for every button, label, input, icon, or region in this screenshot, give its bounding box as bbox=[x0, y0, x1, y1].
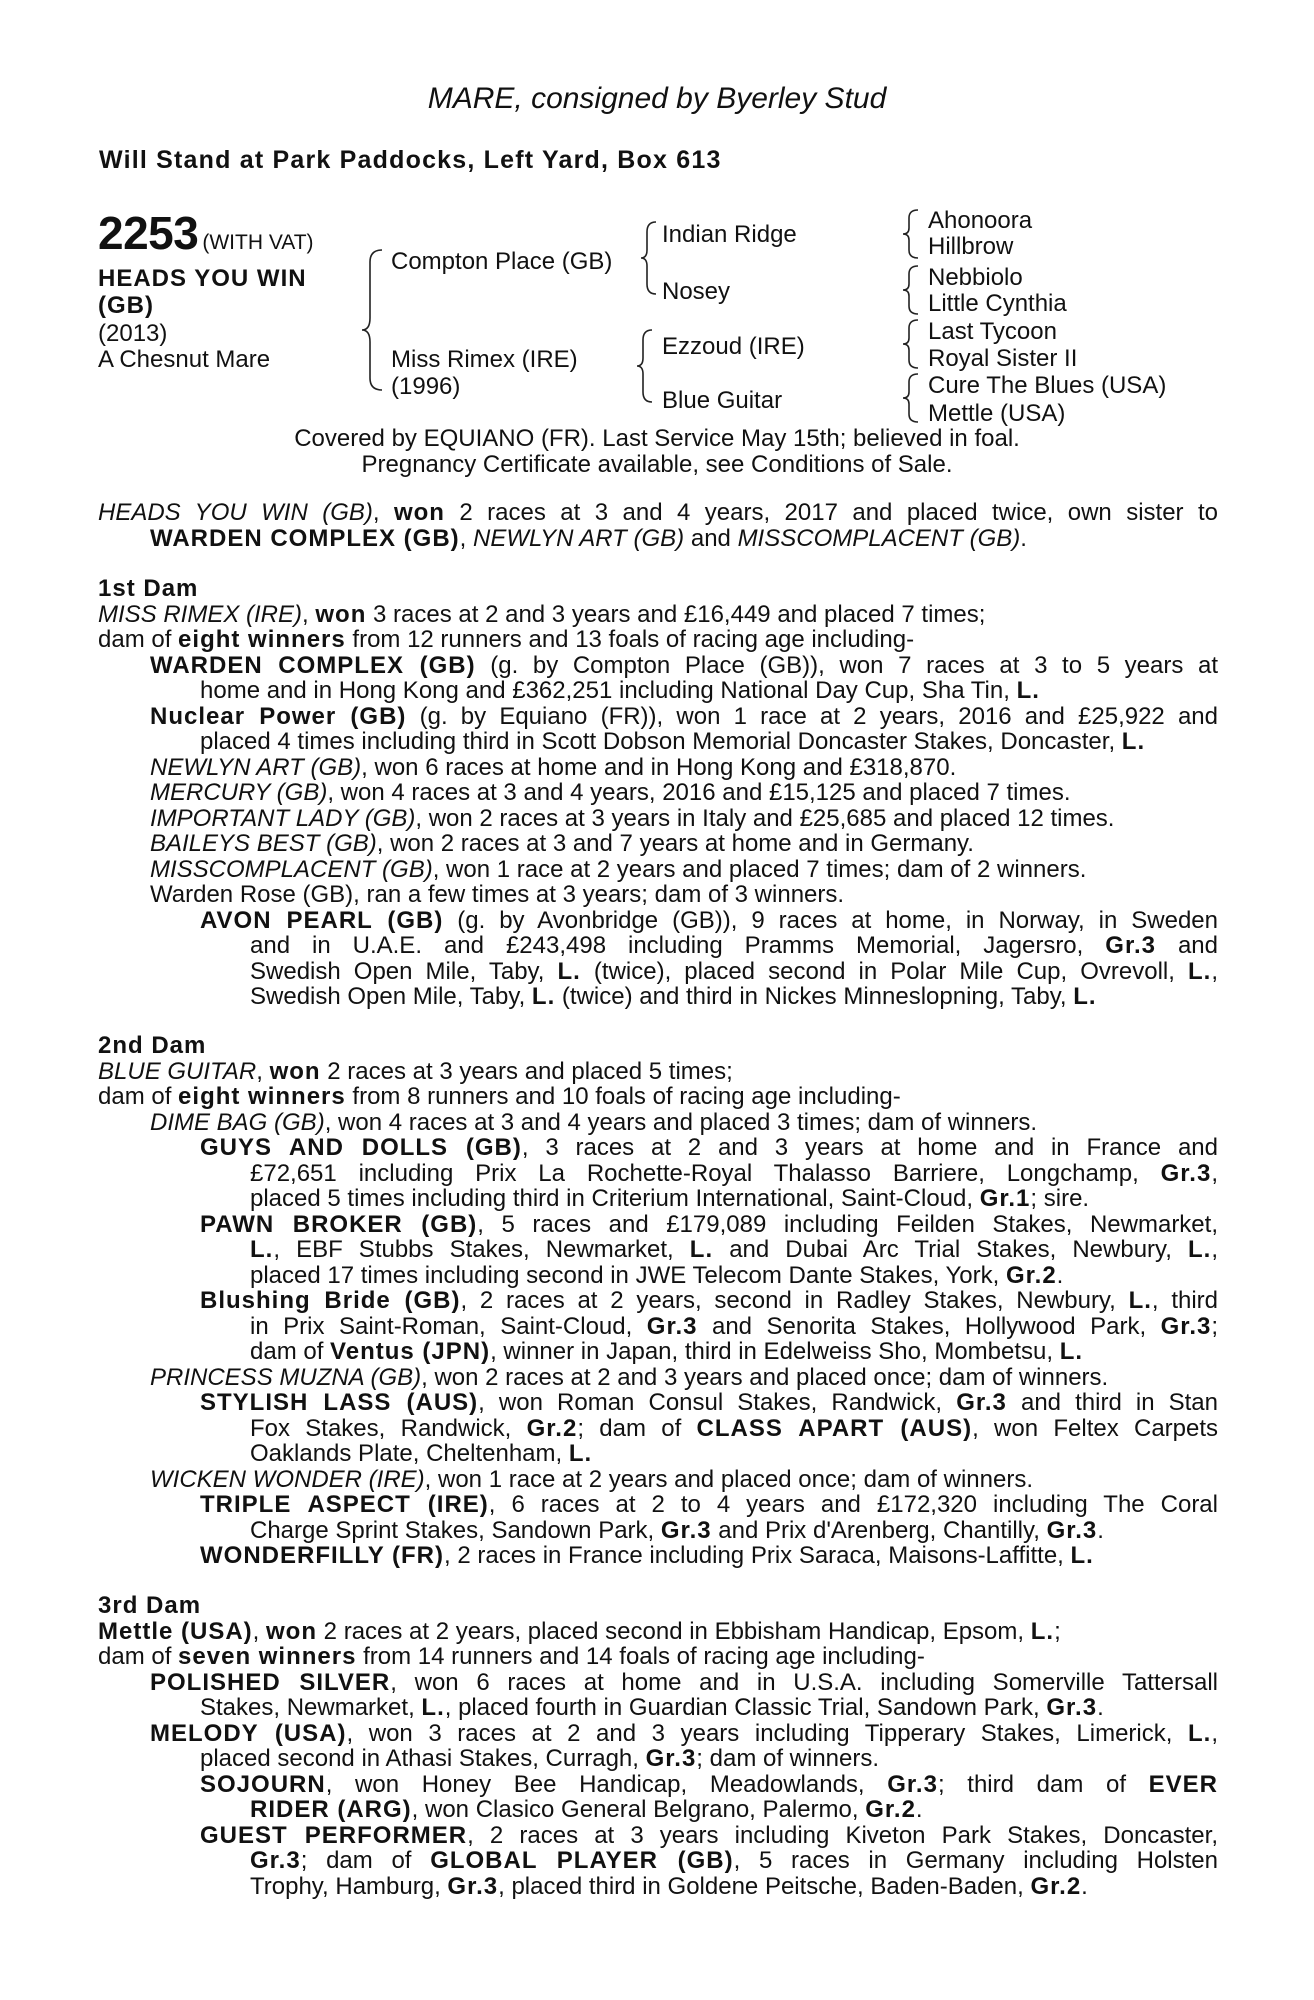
bold-text: Gr.3 bbox=[956, 1390, 1007, 1416]
produce-line bbox=[98, 1492, 1218, 1518]
text-run: , 5 races and £179,089 including Feilden Stakes, Newmarket, bbox=[477, 1211, 1218, 1237]
italic-text: NEWLYN ART (GB) bbox=[150, 753, 362, 781]
bold-text: WONDERFILLY (FR) bbox=[200, 1542, 444, 1569]
bold-text: POLISHED SILVER bbox=[150, 1669, 391, 1695]
text-run: , won 3 races at 2 and 3 years including Tipperary Stakes, Limerick, bbox=[346, 1720, 1189, 1746]
produce-line bbox=[98, 933, 1218, 959]
produce-line bbox=[98, 1518, 1218, 1544]
bold-text: L. bbox=[1070, 1542, 1094, 1569]
text-run: , bbox=[302, 600, 316, 628]
produce-line bbox=[98, 908, 1218, 934]
bold-text: Ventus (JPN) bbox=[330, 1338, 491, 1365]
bold-text: won bbox=[393, 500, 445, 526]
brace-sire bbox=[641, 222, 656, 294]
italic-text: IMPORTANT LADY (GB) bbox=[150, 804, 416, 832]
text-run: dam of bbox=[98, 1083, 179, 1110]
stand-location: Will Stand at Park Paddocks, Left Yard, Box 613 bbox=[99, 146, 722, 174]
text-run: and Senorita Stakes, Hollywood Park, bbox=[697, 1313, 1161, 1339]
text-run: (twice) and third in Nickes Minneslopning, Taby, bbox=[555, 983, 1074, 1010]
bold-text: Gr.3 bbox=[1105, 933, 1156, 959]
produce-line bbox=[98, 882, 1218, 908]
bold-text: Gr.2 bbox=[1005, 1261, 1057, 1289]
text-run: from 14 runners and 14 foals of racing age including- bbox=[356, 1643, 925, 1670]
bold-text: AVON PEARL (GB) bbox=[200, 907, 444, 933]
intro-block bbox=[98, 500, 1218, 551]
ggp-7: Cure The Blues (USA) bbox=[928, 372, 1167, 399]
text-run: Warden Rose (GB), ran a few times at 3 years; dam of 3 winners. bbox=[150, 881, 845, 908]
bold-text: Gr.3 bbox=[1046, 1516, 1098, 1544]
text-run: , won 4 races at 3 and 4 years, 2016 and £15,125 and placed 7 times. bbox=[327, 779, 1071, 806]
text-run: , won 4 races at 3 and 4 years and placed 3 times; dam of winners. bbox=[324, 1108, 1038, 1136]
bold-text: CLASS APART (AUS) bbox=[696, 1415, 973, 1441]
dam-line bbox=[98, 1644, 1218, 1670]
text-run: , won 1 race at 2 years and placed once; dam of winners. bbox=[424, 1465, 1033, 1493]
produce-line bbox=[98, 1695, 1218, 1721]
third-dam-block bbox=[98, 1593, 1218, 1899]
text-run: £72,651 including Prix La Rochette-Royal Thalasso Barriere, Longchamp, bbox=[250, 1160, 1161, 1186]
ggp-3: Nebbiolo bbox=[928, 264, 1023, 291]
brace-dam bbox=[637, 330, 652, 402]
bold-text: L. bbox=[531, 983, 556, 1010]
text-run: , 2 races in France including Prix Saraca, Maisons-Laffitte, bbox=[444, 1542, 1071, 1569]
bold-text: WARDEN COMPLEX (GB) bbox=[150, 652, 476, 678]
produce-line bbox=[98, 1161, 1218, 1187]
text-run: , 5 races in Germany including Holsten bbox=[733, 1848, 1218, 1874]
produce-line bbox=[98, 1186, 1218, 1212]
produce-line bbox=[98, 653, 1218, 679]
text-run: , won Honey Bee Handicap, Meadowlands, bbox=[325, 1771, 888, 1797]
produce-line bbox=[98, 984, 1218, 1010]
italic-text: MISSCOMPLACENT (GB) bbox=[150, 855, 433, 883]
intro-line bbox=[98, 500, 1218, 526]
text-run: 2 races at 2 years, placed second in Ebbisham Handicap, Epsom, bbox=[317, 1617, 1031, 1645]
dam-line bbox=[98, 627, 1218, 653]
bold-text: MELODY (USA) bbox=[150, 1720, 347, 1746]
text-run: placed 5 times including third in Criterium International, Saint-Cloud, bbox=[250, 1185, 980, 1212]
text-run: ; bbox=[1211, 1313, 1218, 1339]
ggp-6: Royal Sister II bbox=[928, 345, 1078, 372]
text-run: dam of bbox=[98, 1643, 179, 1670]
text-run: from 8 runners and 10 foals of racing age including- bbox=[345, 1083, 901, 1110]
produce-line bbox=[98, 780, 1218, 806]
bold-text: Gr.2 bbox=[526, 1415, 578, 1441]
dam-line bbox=[98, 602, 1218, 628]
text-run: , bbox=[256, 1057, 270, 1085]
intro-line bbox=[98, 526, 1218, 552]
bold-text: Gr.3 bbox=[646, 1313, 698, 1339]
text-run: ; dam of bbox=[300, 1848, 431, 1874]
sire-name: Compton Place (GB) bbox=[391, 248, 613, 275]
text-run: ; third dam of bbox=[937, 1771, 1149, 1797]
produce-line bbox=[98, 729, 1218, 755]
bold-text: GUEST PERFORMER bbox=[200, 1822, 468, 1848]
dam-year: (1996) bbox=[391, 373, 461, 400]
produce-line bbox=[98, 831, 1218, 857]
text-run: and bbox=[1155, 933, 1218, 959]
italic-text: MISS RIMEX (IRE) bbox=[98, 600, 303, 628]
bold-text: TRIPLE ASPECT (IRE) bbox=[200, 1492, 489, 1518]
brace-parents bbox=[362, 250, 382, 390]
section-heading: 3rd Dam bbox=[98, 1592, 202, 1619]
dam-dam-name: Blue Guitar bbox=[662, 387, 783, 414]
produce-line bbox=[98, 1848, 1218, 1874]
bold-text: eight winners bbox=[178, 626, 346, 653]
text-run: dam of bbox=[250, 1338, 331, 1365]
pregnancy-line: Pregnancy Certificate available, see Conditions of Sale. bbox=[361, 451, 953, 478]
bold-text: Gr.3 bbox=[887, 1771, 938, 1797]
bold-text: L. bbox=[1016, 677, 1040, 704]
brace-gg3 bbox=[903, 320, 918, 368]
text-run: placed 17 times including second in JWE Telecom Dante Stakes, York, bbox=[250, 1261, 1006, 1289]
foaling-year: (2013) bbox=[98, 320, 168, 347]
page-title: MARE, consigned by Byerley Stud bbox=[427, 82, 887, 115]
ggp-5: Last Tycoon bbox=[928, 318, 1057, 345]
produce-line bbox=[98, 1288, 1218, 1314]
text-run: , won 2 races at 2 and 3 years and placed once; dam of winners. bbox=[421, 1363, 1109, 1391]
bold-text: Gr.3 bbox=[1046, 1694, 1098, 1721]
produce-line bbox=[98, 1823, 1218, 1849]
bold-text: Blushing Bride (GB) bbox=[200, 1288, 461, 1314]
section-heading: 2nd Dam bbox=[98, 1032, 207, 1059]
text-run: (g. by Compton Place (GB)), won 7 races at 3 to 5 years at bbox=[475, 652, 1218, 678]
produce-line bbox=[98, 1314, 1218, 1340]
bold-text: Gr.3 bbox=[250, 1848, 301, 1874]
text-run: 2 races at 3 years and placed 5 times; bbox=[320, 1057, 733, 1085]
horse-description: A Chesnut Mare bbox=[98, 346, 271, 373]
bold-text: L. bbox=[1128, 1288, 1152, 1314]
text-run: , 2 races at 3 years including Kiveton Park Stakes, Doncaster, bbox=[467, 1822, 1218, 1848]
produce-line bbox=[98, 1390, 1218, 1416]
text-run: home and in Hong Kong and £362,251 including National Day Cup, Sha Tin, bbox=[200, 677, 1017, 704]
produce-line bbox=[98, 1874, 1218, 1900]
produce-line bbox=[98, 806, 1218, 832]
sire-sire-name: Indian Ridge bbox=[662, 221, 797, 248]
text-run: . bbox=[1097, 1694, 1104, 1721]
text-run: , bbox=[1211, 958, 1218, 984]
produce-line bbox=[98, 1772, 1218, 1798]
bold-text: RIDER (ARG) bbox=[250, 1796, 412, 1823]
text-run: , placed fourth in Guardian Classic Trial, Sandown Park, bbox=[444, 1694, 1047, 1721]
text-run: , won 6 races at home and in Hong Kong and £318,870. bbox=[361, 753, 957, 781]
bold-text: EVER bbox=[1148, 1771, 1218, 1797]
produce-line bbox=[98, 1416, 1218, 1442]
brace-gg1 bbox=[903, 210, 918, 258]
dam-line bbox=[98, 1619, 1218, 1645]
produce-line bbox=[98, 857, 1218, 883]
italic-text: WICKEN WONDER (IRE) bbox=[150, 1465, 425, 1493]
bold-text: Gr.3 bbox=[1160, 1160, 1212, 1186]
bold-text: L. bbox=[1030, 1617, 1055, 1645]
bold-text: Gr.2 bbox=[865, 1796, 916, 1823]
bold-text: L. bbox=[421, 1694, 445, 1721]
text-run: . bbox=[1020, 524, 1027, 552]
italic-text: MISSCOMPLACENT (GB) bbox=[737, 524, 1021, 552]
bold-text: L. bbox=[250, 1237, 274, 1263]
text-run: , bbox=[1211, 1160, 1218, 1186]
produce-line bbox=[98, 1746, 1218, 1772]
text-run: Charge Sprint Stakes, Sandown Park, bbox=[250, 1516, 661, 1544]
bold-text: Mettle (USA) bbox=[98, 1617, 253, 1645]
bold-text: GLOBAL PLAYER (GB) bbox=[430, 1848, 734, 1874]
text-run: , bbox=[1211, 1237, 1218, 1263]
bold-text: Gr.3 bbox=[660, 1516, 712, 1544]
text-run: , bbox=[459, 524, 474, 552]
text-run: , won 2 races at 3 and 7 years at home and in Germany. bbox=[376, 830, 974, 857]
produce-line bbox=[98, 1263, 1218, 1289]
text-run: Swedish Open Mile, Taby, bbox=[250, 958, 558, 984]
text-run: Trophy, Hamburg, bbox=[250, 1872, 448, 1900]
text-run: in Prix Saint-Roman, Saint-Cloud, bbox=[250, 1313, 647, 1339]
produce-line bbox=[98, 755, 1218, 781]
bold-text: won bbox=[315, 600, 367, 628]
bold-text: Gr.3 bbox=[645, 1745, 697, 1772]
text-run: (twice), placed second in Polar Mile Cup, Ovrevoll, bbox=[580, 958, 1188, 984]
bold-text: Gr.1 bbox=[979, 1185, 1031, 1212]
text-run: , won 6 races at home and in U.S.A. including Somerville Tattersall bbox=[390, 1669, 1218, 1695]
text-run: ; dam of bbox=[577, 1415, 697, 1441]
bold-text: Gr.3 bbox=[1160, 1313, 1212, 1339]
text-run: (g. by Equiano (FR)), won 1 race at 2 years, 2016 and £25,922 and bbox=[406, 703, 1218, 729]
text-run: placed 4 times including third in Scott Dobson Memorial Doncaster Stakes, Doncaster, bbox=[200, 728, 1122, 755]
produce-line bbox=[98, 1212, 1218, 1238]
ggp-1: Ahonoora bbox=[928, 207, 1033, 234]
produce-line bbox=[98, 1135, 1218, 1161]
text-run: , won 2 races at 3 years in Italy and £25,685 and placed 12 times. bbox=[415, 804, 1115, 832]
brace-gg2 bbox=[903, 266, 918, 314]
text-run: 3 races at 2 and 3 years and £16,449 and placed 7 times; bbox=[366, 600, 986, 628]
text-run: , EBF Stubbs Stakes, Newmarket, bbox=[273, 1237, 690, 1263]
italic-text: PRINCESS MUZNA (GB) bbox=[150, 1363, 422, 1391]
bold-text: Nuclear Power (GB) bbox=[150, 703, 407, 729]
produce-line bbox=[98, 1670, 1218, 1696]
text-run: , bbox=[252, 1617, 267, 1645]
horse-name-country: (GB) bbox=[98, 292, 154, 319]
produce-line bbox=[98, 1797, 1218, 1823]
horse-name: HEADS YOU WIN bbox=[98, 265, 307, 292]
italic-text: BAILEYS BEST (GB) bbox=[150, 830, 377, 857]
bold-text: Gr.3 bbox=[447, 1872, 499, 1900]
dam-sire-name: Ezzoud (IRE) bbox=[662, 333, 805, 360]
text-run: and in U.A.E. and £243,498 including Pramms Memorial, Jagersro, bbox=[250, 933, 1106, 959]
text-run: , bbox=[372, 500, 394, 526]
bold-text: L. bbox=[557, 958, 581, 984]
dam-name: Miss Rimex (IRE) bbox=[391, 346, 578, 373]
text-run: , third bbox=[1151, 1288, 1218, 1314]
section-heading: 1st Dam bbox=[98, 575, 199, 602]
bold-text: L. bbox=[1188, 958, 1212, 984]
text-run: ; dam of winners. bbox=[696, 1745, 880, 1772]
text-run: (g. by Avonbridge (GB)), 9 races at home, in Norway, in Sweden bbox=[443, 907, 1218, 933]
italic-text: HEADS YOU WIN (GB) bbox=[98, 500, 373, 526]
text-run: Fox Stakes, Randwick, bbox=[250, 1415, 527, 1441]
bold-text: WARDEN COMPLEX (GB) bbox=[150, 524, 460, 552]
text-run: and third in Stan bbox=[1006, 1390, 1218, 1416]
produce-line bbox=[98, 678, 1218, 704]
produce-line bbox=[98, 1441, 1218, 1467]
text-run: from 12 runners and 13 foals of racing age including- bbox=[345, 626, 915, 653]
bold-text: eight winners bbox=[178, 1083, 346, 1110]
text-run: and bbox=[684, 524, 738, 552]
ggp-4: Little Cynthia bbox=[928, 290, 1067, 317]
text-run: , winner in Japan, third in Edelweiss Sho, Mombetsu, bbox=[490, 1338, 1060, 1365]
text-run: , placed third in Goldene Peitsche, Baden-Baden, bbox=[498, 1872, 1031, 1900]
text-run: , won 1 race at 2 years and placed 7 times; dam of 2 winners. bbox=[432, 855, 1087, 883]
text-run: , 2 races at 2 years, second in Radley Stakes, Newbury, bbox=[460, 1288, 1129, 1314]
text-run: ; bbox=[1054, 1617, 1061, 1645]
text-run: 2 races at 3 and 4 years, 2017 and placed twice, own sister to bbox=[444, 500, 1218, 526]
sire-dam-name: Nosey bbox=[662, 278, 731, 305]
bold-text: GUYS AND DOLLS (GB) bbox=[200, 1135, 522, 1161]
italic-text: NEWLYN ART (GB) bbox=[473, 524, 685, 552]
second-dam-block bbox=[98, 1033, 1218, 1569]
text-run: and Dubai Arc Trial Stakes, Newbury, bbox=[713, 1237, 1188, 1263]
produce-line bbox=[98, 704, 1218, 730]
produce-line bbox=[98, 1237, 1218, 1263]
text-run: . bbox=[1081, 1872, 1088, 1900]
bold-text: won bbox=[269, 1057, 321, 1085]
produce-line bbox=[98, 1110, 1218, 1136]
text-run: , won Clasico General Belgrano, Palermo, bbox=[411, 1796, 866, 1823]
bold-text: SOJOURN bbox=[200, 1771, 326, 1797]
text-run: , won Feltex Carpets bbox=[972, 1415, 1218, 1441]
text-run: dam of bbox=[98, 626, 179, 653]
text-run: Stakes, Newmarket, bbox=[200, 1694, 422, 1721]
bold-text: Gr.2 bbox=[1030, 1872, 1082, 1900]
text-run: . bbox=[1097, 1516, 1104, 1544]
text-run: , bbox=[1211, 1720, 1218, 1746]
text-run: and Prix d'Arenberg, Chantilly, bbox=[711, 1516, 1047, 1544]
ggp-2: Hillbrow bbox=[928, 233, 1014, 260]
text-run: . bbox=[915, 1796, 923, 1823]
bold-text: L. bbox=[1188, 1237, 1212, 1263]
italic-text: BLUE GUITAR bbox=[98, 1057, 257, 1085]
dam-line bbox=[98, 1059, 1218, 1085]
bold-text: PAWN BROKER (GB) bbox=[200, 1211, 478, 1237]
produce-line bbox=[98, 1365, 1218, 1391]
bold-text: L. bbox=[689, 1237, 714, 1263]
italic-text: MERCURY (GB) bbox=[150, 779, 328, 806]
produce-line bbox=[98, 1543, 1218, 1569]
text-run: , 6 races at 2 to 4 years and £172,320 including The Coral bbox=[488, 1492, 1218, 1518]
bold-text: L. bbox=[1059, 1338, 1084, 1365]
produce-line bbox=[98, 959, 1218, 985]
text-run: , 3 races at 2 and 3 years at home and in France and bbox=[521, 1135, 1218, 1161]
produce-line bbox=[98, 1339, 1218, 1365]
text-run: Oaklands Plate, Cheltenham, bbox=[250, 1440, 569, 1467]
bold-text: L. bbox=[1121, 728, 1146, 755]
covered-line: Covered by EQUIANO (FR). Last Service May 15th; believed in foal. bbox=[294, 425, 1020, 452]
text-run: placed second in Athasi Stakes, Curragh, bbox=[200, 1745, 646, 1772]
first-dam-block bbox=[98, 576, 1218, 1010]
vat-label: (WITH VAT) bbox=[202, 231, 314, 254]
text-run: , won Roman Consul Stakes, Randwick, bbox=[478, 1390, 957, 1416]
produce-line bbox=[98, 1467, 1218, 1493]
produce-line bbox=[98, 1721, 1218, 1747]
bold-text: won bbox=[266, 1617, 318, 1645]
brace-gg4 bbox=[903, 374, 918, 422]
text-run: Swedish Open Mile, Taby, bbox=[250, 983, 532, 1010]
bold-text: seven winners bbox=[178, 1643, 357, 1670]
lot-number-value: 2253 bbox=[98, 207, 199, 259]
text-run: . bbox=[1056, 1261, 1064, 1289]
ggp-8: Mettle (USA) bbox=[928, 400, 1066, 427]
bold-text: STYLISH LASS (AUS) bbox=[200, 1390, 479, 1416]
dam-line bbox=[98, 1084, 1218, 1110]
text-run: ; sire. bbox=[1030, 1185, 1090, 1212]
bold-text: L. bbox=[1188, 1720, 1212, 1746]
italic-text: DIME BAG (GB) bbox=[150, 1108, 325, 1136]
bold-text: L. bbox=[1073, 983, 1097, 1010]
bold-text: L. bbox=[568, 1440, 593, 1467]
